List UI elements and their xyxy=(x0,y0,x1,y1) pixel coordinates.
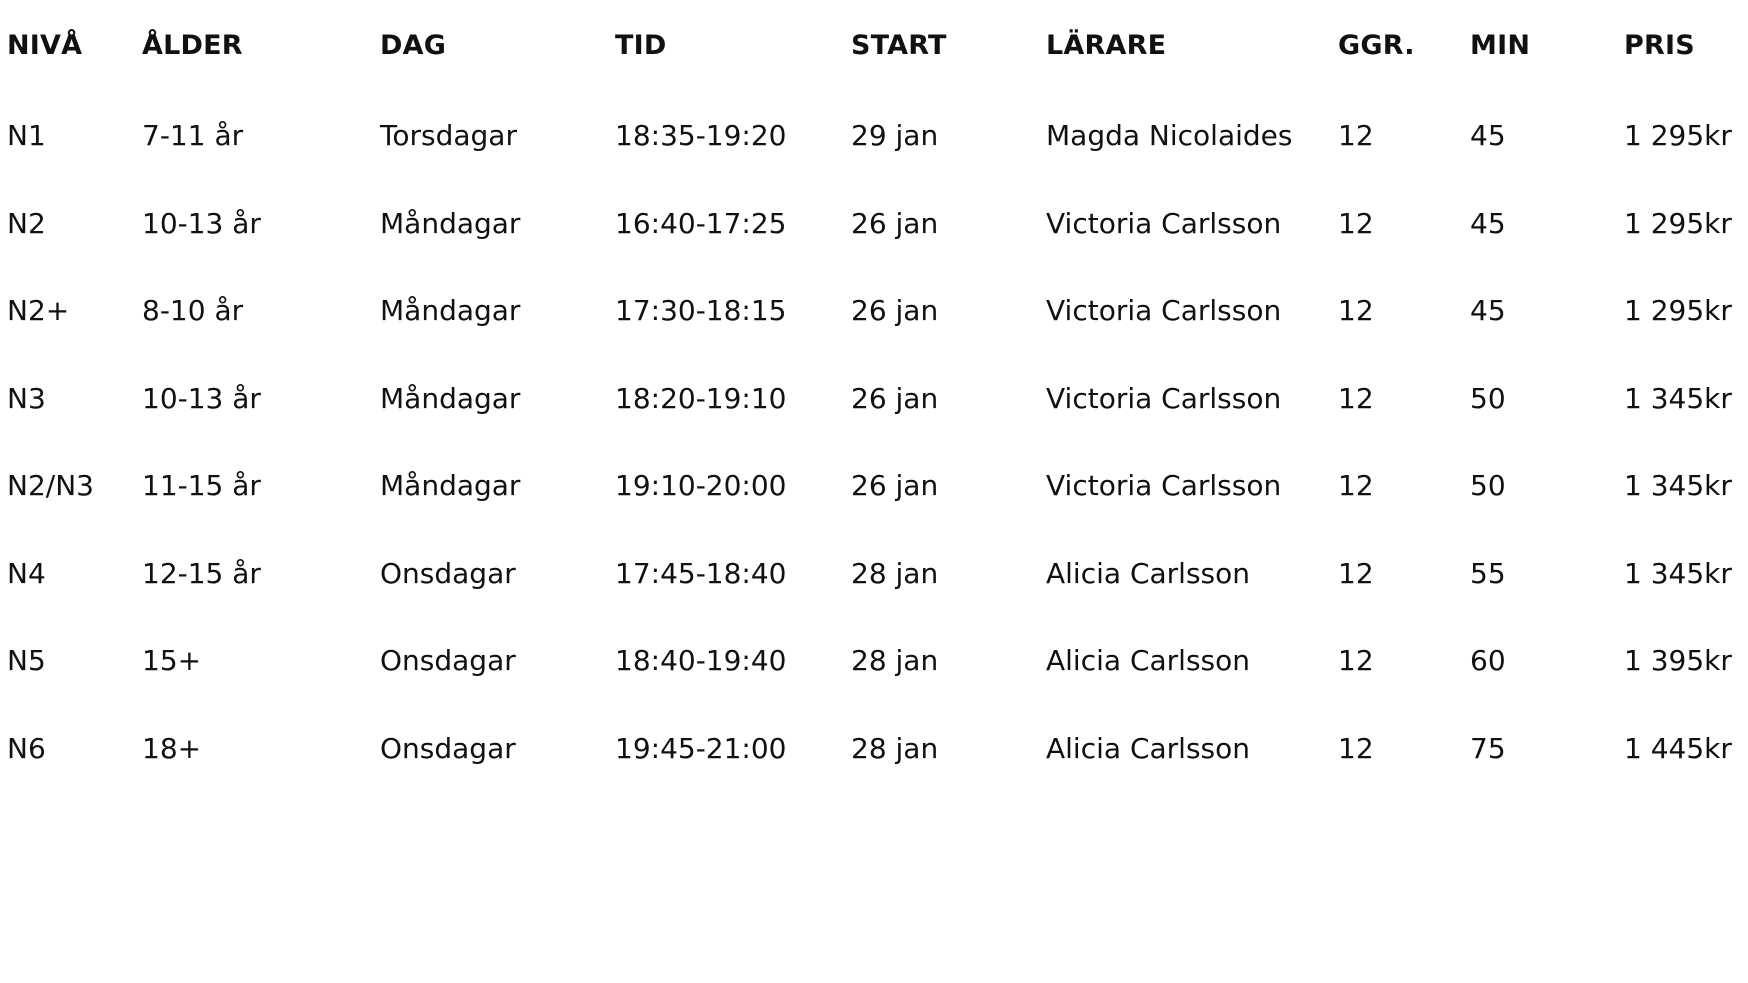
cell-min: 75 xyxy=(1470,731,1506,765)
cell-tid: 18:40-19:40 xyxy=(615,644,787,677)
cell-start: 29 jan xyxy=(851,119,939,152)
cell-alder: 18+ xyxy=(142,731,202,765)
cell-min: 55 xyxy=(1470,556,1506,590)
cell-alder: 12-15 år xyxy=(142,556,261,590)
cell-alder: 7-11 år xyxy=(142,119,244,152)
cell-ggr: 12 xyxy=(1338,119,1374,152)
cell-dag: Måndagar xyxy=(380,469,521,502)
cell-niva: N4 xyxy=(7,556,46,590)
cell-tid: 18:35-19:20 xyxy=(615,119,787,152)
cell-tid: 16:40-17:25 xyxy=(615,206,787,240)
cell-alder: 15+ xyxy=(142,644,202,677)
table-row xyxy=(0,617,1748,705)
cell-pris: 1 295kr xyxy=(1624,206,1732,240)
cell-tid: 17:30-18:15 xyxy=(615,294,787,327)
header-pris: PRIS xyxy=(1624,30,1695,61)
cell-start: 26 jan xyxy=(851,469,939,502)
cell-tid: 18:20-19:10 xyxy=(615,381,787,415)
cell-start: 26 jan xyxy=(851,294,939,327)
table-row xyxy=(0,705,1748,793)
cell-pris: 1 295kr xyxy=(1624,294,1732,327)
cell-tid: 19:45-21:00 xyxy=(615,731,787,765)
cell-dag: Måndagar xyxy=(380,381,521,415)
table-row xyxy=(0,355,1748,443)
header-larare: LÄRARE xyxy=(1046,30,1167,61)
cell-min: 45 xyxy=(1470,119,1506,152)
header-min: MIN xyxy=(1470,30,1531,61)
cell-pris: 1 345kr xyxy=(1624,381,1732,415)
header-dag: DAG xyxy=(380,30,447,61)
cell-larare: Victoria Carlsson xyxy=(1046,294,1282,327)
table-row xyxy=(0,442,1748,530)
header-alder: ÅLDER xyxy=(142,30,243,61)
table-row xyxy=(0,530,1748,618)
cell-niva: N2/N3 xyxy=(7,469,94,502)
table-header-row xyxy=(0,0,1748,92)
cell-min: 45 xyxy=(1470,206,1506,240)
table-row xyxy=(0,92,1748,180)
cell-pris: 1 345kr xyxy=(1624,469,1732,502)
cell-min: 45 xyxy=(1470,294,1506,327)
cell-dag: Måndagar xyxy=(380,206,521,240)
cell-larare: Alicia Carlsson xyxy=(1046,731,1250,765)
cell-niva: N3 xyxy=(7,381,46,415)
cell-start: 28 jan xyxy=(851,731,939,765)
cell-pris: 1 345kr xyxy=(1624,556,1732,590)
cell-dag: Onsdagar xyxy=(380,731,516,765)
header-niva: NIVÅ xyxy=(7,30,83,61)
cell-min: 50 xyxy=(1470,381,1506,415)
cell-alder: 10-13 år xyxy=(142,206,261,240)
cell-min: 60 xyxy=(1470,644,1506,677)
cell-start: 28 jan xyxy=(851,644,939,677)
cell-pris: 1 395kr xyxy=(1624,644,1732,677)
cell-ggr: 12 xyxy=(1338,556,1374,590)
cell-alder: 10-13 år xyxy=(142,381,261,415)
cell-ggr: 12 xyxy=(1338,469,1374,502)
cell-ggr: 12 xyxy=(1338,206,1374,240)
cell-ggr: 12 xyxy=(1338,731,1374,765)
cell-niva: N5 xyxy=(7,644,46,677)
header-start: START xyxy=(851,30,947,61)
cell-ggr: 12 xyxy=(1338,381,1374,415)
header-tid: TID xyxy=(615,30,667,61)
cell-tid: 17:45-18:40 xyxy=(615,556,787,590)
cell-dag: Måndagar xyxy=(380,294,521,327)
cell-pris: 1 295kr xyxy=(1624,119,1732,152)
cell-larare: Victoria Carlsson xyxy=(1046,206,1282,240)
cell-pris: 1 445kr xyxy=(1624,731,1732,765)
cell-dag: Onsdagar xyxy=(380,644,516,677)
cell-alder: 11-15 år xyxy=(142,469,261,502)
cell-ggr: 12 xyxy=(1338,644,1374,677)
cell-dag: Torsdagar xyxy=(380,119,517,152)
header-ggr: GGR. xyxy=(1338,30,1415,61)
cell-larare: Magda Nicolaides xyxy=(1046,119,1293,152)
cell-alder: 8-10 år xyxy=(142,294,244,327)
cell-niva: N6 xyxy=(7,731,46,765)
cell-start: 26 jan xyxy=(851,206,939,240)
table-row xyxy=(0,267,1748,355)
cell-start: 26 jan xyxy=(851,381,939,415)
cell-tid: 19:10-20:00 xyxy=(615,469,787,502)
cell-ggr: 12 xyxy=(1338,294,1374,327)
cell-larare: Victoria Carlsson xyxy=(1046,381,1282,415)
cell-start: 28 jan xyxy=(851,556,939,590)
cell-larare: Alicia Carlsson xyxy=(1046,644,1250,677)
cell-min: 50 xyxy=(1470,469,1506,502)
cell-dag: Onsdagar xyxy=(380,556,516,590)
cell-niva: N2+ xyxy=(7,294,70,327)
table-row xyxy=(0,180,1748,268)
cell-niva: N1 xyxy=(7,119,46,152)
cell-larare: Alicia Carlsson xyxy=(1046,556,1250,590)
cell-niva: N2 xyxy=(7,206,46,240)
cell-larare: Victoria Carlsson xyxy=(1046,469,1282,502)
